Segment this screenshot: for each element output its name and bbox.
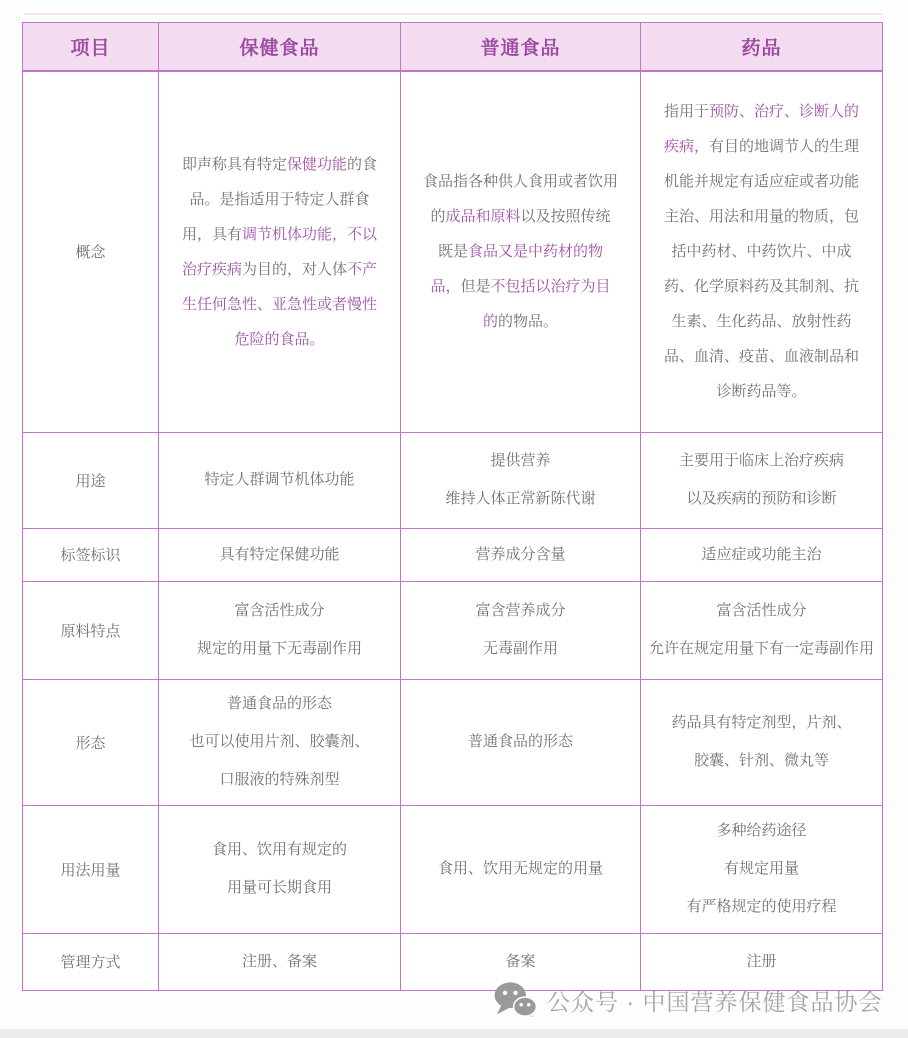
table-row-dosage <box>23 805 883 933</box>
row-label-dosage: 用法用量 <box>23 805 159 933</box>
cell-material-drug <box>641 581 883 679</box>
cell-labeling-health-food <box>159 528 401 581</box>
cell-line: 具有特定保健功能 <box>219 545 340 563</box>
cell-dosage-drug <box>641 805 883 933</box>
cell-use-ordinary-food <box>401 432 641 528</box>
col-header-drug: 药品 <box>641 23 883 72</box>
cell-line: 有严格规定的使用疗程 <box>686 898 837 915</box>
row-label-use: 用途 <box>23 432 159 528</box>
wechat-icon <box>492 981 538 1019</box>
cell-line: 用量可长期食用 <box>226 879 332 896</box>
cell-concept-health-food: 即声称具有特定保健功能的食品。是指适用于特定人群食用，具有调节机体功能，不以治疗疾病为目的，对人体不产生任何急性、亚急性或者慢性危险的食品。 <box>159 71 401 432</box>
cell-line: 以及疾病的预防和诊断 <box>686 490 837 507</box>
bottom-strip <box>0 1029 908 1038</box>
watermark <box>492 981 882 1019</box>
row-label-form: 形态 <box>23 679 159 805</box>
row-label-management: 管理方式 <box>23 933 159 990</box>
cell-line: 也可以使用片剂、胶囊剂、 <box>189 733 370 750</box>
table-row-concept <box>23 71 883 432</box>
col-header-item: 项目 <box>23 23 159 72</box>
cell-line: 食用、饮用无规定的用量 <box>437 860 603 877</box>
cell-line: 普通食品的形态 <box>467 733 573 750</box>
top-hairline <box>24 13 882 15</box>
cell-concept-drug: 指用于预防、治疗、诊断人的疾病，有目的地调节人的生理机能并规定有适应症或者功能主治、用法和用量的物质，包括中药材、中药饮片、中成药、化学原料药及其制剂、抗生素、生化药品、放射性药品、血清、疫苗、血液制品和诊断药品等。 <box>641 71 883 432</box>
cell-line: 适应症或功能主治 <box>701 545 822 563</box>
cell-labeling-ordinary-food <box>401 528 641 581</box>
cell-line: 胶囊、针剂、微丸等 <box>693 752 829 769</box>
header-row <box>23 23 883 72</box>
cell-use-health-food <box>159 432 401 528</box>
cell-line: 营养成分含量 <box>475 545 566 563</box>
table-row-use <box>23 432 883 528</box>
cell-line: 富含活性成分 <box>234 602 325 619</box>
cell-labeling-drug <box>641 528 883 581</box>
cell-line: 富含营养成分 <box>475 602 566 619</box>
row-label-concept: 概念 <box>23 71 159 432</box>
cell-line: 注册、备案 <box>241 952 317 970</box>
table-row-material <box>23 581 883 679</box>
watermark-text: 公众号 · 中国营养保健食品协会 <box>547 988 883 1015</box>
cell-form-ordinary-food <box>401 679 641 805</box>
col-header-health-food: 保健食品 <box>159 23 401 72</box>
cell-concept-ordinary-food: 食品指各种供人食用或者饮用的成品和原料以及按照传统既是食品又是中药材的物品，但是不包括以治疗为目的的物品。 <box>401 71 641 432</box>
cell-line: 有规定用量 <box>723 860 799 877</box>
cell-form-drug <box>641 679 883 805</box>
table-row-labeling <box>23 528 883 581</box>
cell-form-health-food <box>159 679 401 805</box>
cell-line: 多种给药途径 <box>716 822 807 839</box>
cell-line: 特定人群调节机体功能 <box>204 471 355 488</box>
cell-line: 药品具有特定剂型，片剂、 <box>671 714 852 731</box>
comparison-table <box>22 22 883 991</box>
cell-management-health-food <box>159 933 401 990</box>
cell-line: 规定的用量下无毒副作用 <box>196 640 362 657</box>
cell-line: 口服液的特殊剂型 <box>219 771 340 788</box>
table-row-form <box>23 679 883 805</box>
cell-line: 备案 <box>505 952 536 970</box>
cell-line: 注册 <box>746 952 777 970</box>
cell-line: 提供营养 <box>490 452 551 469</box>
cell-dosage-health-food <box>159 805 401 933</box>
cell-line: 允许在规定用量下有一定毒副作用 <box>648 640 874 657</box>
cell-material-ordinary-food <box>401 581 641 679</box>
cell-line: 普通食品的形态 <box>226 695 332 712</box>
cell-material-health-food <box>159 581 401 679</box>
row-label-labeling: 标签标识 <box>23 528 159 581</box>
cell-line: 无毒副作用 <box>482 640 558 657</box>
cell-use-drug <box>641 432 883 528</box>
cell-line: 维持人体正常新陈代谢 <box>445 490 596 507</box>
cell-line: 主要用于临床上治疗疾病 <box>678 452 844 469</box>
cell-line: 食用、饮用有规定的 <box>211 841 347 858</box>
col-header-ordinary-food: 普通食品 <box>401 23 641 72</box>
cell-line: 富含活性成分 <box>716 602 807 619</box>
cell-dosage-ordinary-food <box>401 805 641 933</box>
row-label-material: 原料特点 <box>23 581 159 679</box>
